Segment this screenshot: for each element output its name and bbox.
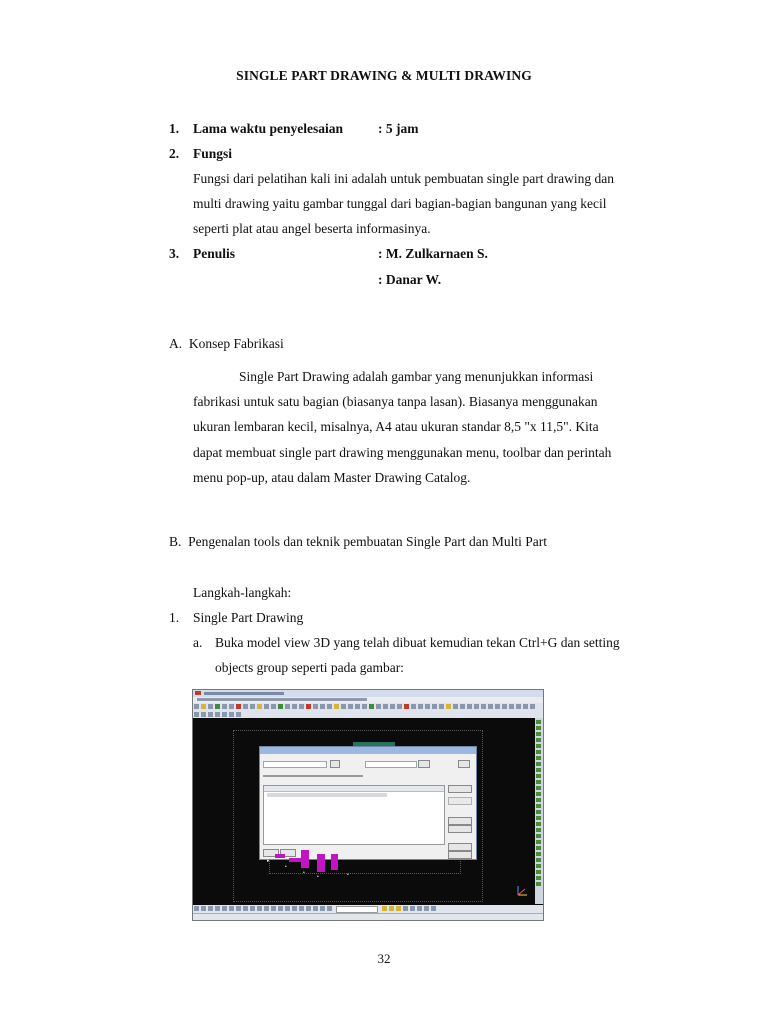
dialog-filter-grid bbox=[263, 785, 445, 845]
info-3-value: : M. Zulkarnaen S. bbox=[378, 246, 488, 261]
side-toolbar bbox=[535, 718, 543, 904]
info-3-label: Penulis bbox=[193, 246, 236, 261]
model-part bbox=[317, 854, 325, 872]
paragraph-line: seperti plat atau angel beserta informasinya. bbox=[193, 221, 431, 237]
info-2-number: 2. bbox=[169, 146, 180, 161]
step-1-label: Single Part Drawing bbox=[193, 610, 304, 625]
paragraph-line: fabrikasi untuk satu bagian (biasanya tanpa lasan). Biasanya menggunakan bbox=[193, 394, 598, 410]
paragraph-line: dapat membuat single part drawing menggunakan menu, toolbar dan perintah bbox=[193, 444, 612, 460]
sub-a-paragraph bbox=[215, 630, 695, 680]
toolbar-secondary bbox=[193, 711, 543, 718]
dialog-titlebar bbox=[260, 747, 476, 754]
section-a-heading: A. Konsep Fabrikasi bbox=[169, 336, 284, 351]
part-marker: • bbox=[285, 864, 287, 870]
step-1-number: 1. bbox=[169, 610, 180, 625]
page-number: 32 bbox=[377, 951, 391, 966]
paragraph-line: Fungsi dari pelatihan kali ini adalah untuk pembuatan single part drawing dan bbox=[193, 171, 615, 186]
info-2-label: Fungsi bbox=[193, 146, 233, 161]
part-marker: ▸ bbox=[267, 858, 270, 864]
info-1-number: 1. bbox=[169, 121, 180, 136]
paragraph-line: Buka model view 3D yang telah dibuat kemudian tekan Ctrl+G dan setting bbox=[215, 635, 620, 650]
model-part bbox=[331, 854, 338, 870]
paragraph-line: menu pop-up, atau dalam Master Drawing Catalog. bbox=[193, 469, 471, 485]
part-marker: • bbox=[303, 870, 305, 876]
tekla-screenshot-figure bbox=[192, 689, 544, 921]
dialog-button bbox=[448, 817, 472, 825]
dialog-button bbox=[448, 843, 472, 851]
model-part bbox=[301, 850, 309, 868]
dialog-button bbox=[330, 760, 340, 768]
object-group-dialog bbox=[259, 746, 477, 860]
part-marker: • bbox=[347, 872, 349, 878]
toolbar-top bbox=[193, 703, 543, 711]
dialog-button bbox=[448, 851, 472, 859]
document-title: SINGLE PART DRAWING & MULTI DRAWING bbox=[236, 68, 532, 83]
window-titlebar bbox=[193, 690, 543, 697]
model-part bbox=[275, 854, 285, 858]
info-1-value: : 5 jam bbox=[378, 121, 419, 136]
dialog-button bbox=[458, 760, 470, 768]
section-b-heading: B. Pengenalan tools dan teknik pembuatan Single Part dan Multi Part bbox=[169, 534, 547, 549]
sub-a-number: a. bbox=[193, 635, 203, 650]
paragraph-line: ukuran lembaran kecil, misalnya, A4 atau ukuran standar 8,5 "x 11,5". Kita bbox=[193, 419, 599, 435]
paragraph-line: Single Part Drawing adalah gambar yang menunjukkan informasi bbox=[239, 369, 594, 384]
info-3-number: 3. bbox=[169, 246, 180, 261]
dialog-field bbox=[263, 761, 327, 768]
status-bar bbox=[193, 905, 543, 920]
steps-label: Langkah-langkah: bbox=[193, 585, 292, 600]
paragraph-line: objects group seperti pada gambar: bbox=[215, 660, 404, 676]
paragraph-line: multi drawing yaitu gambar tunggal dari bagian-bagian bangunan yang kecil bbox=[193, 196, 607, 212]
fungsi-paragraph bbox=[193, 166, 695, 242]
info-3-value-2: : Danar W. bbox=[378, 272, 442, 287]
grid-row bbox=[267, 793, 387, 797]
part-marker: • bbox=[317, 874, 319, 880]
dialog-button bbox=[418, 760, 430, 768]
dialog-label bbox=[263, 775, 363, 777]
dialog-button bbox=[448, 797, 472, 805]
axis-indicator-icon bbox=[515, 884, 529, 898]
info-1-label: Lama waktu penyelesaian bbox=[193, 121, 344, 136]
dialog-field bbox=[365, 761, 417, 768]
dialog-button bbox=[448, 825, 472, 833]
section-a-paragraph bbox=[193, 364, 695, 490]
grid-header bbox=[264, 786, 444, 792]
dialog-button bbox=[448, 785, 472, 793]
